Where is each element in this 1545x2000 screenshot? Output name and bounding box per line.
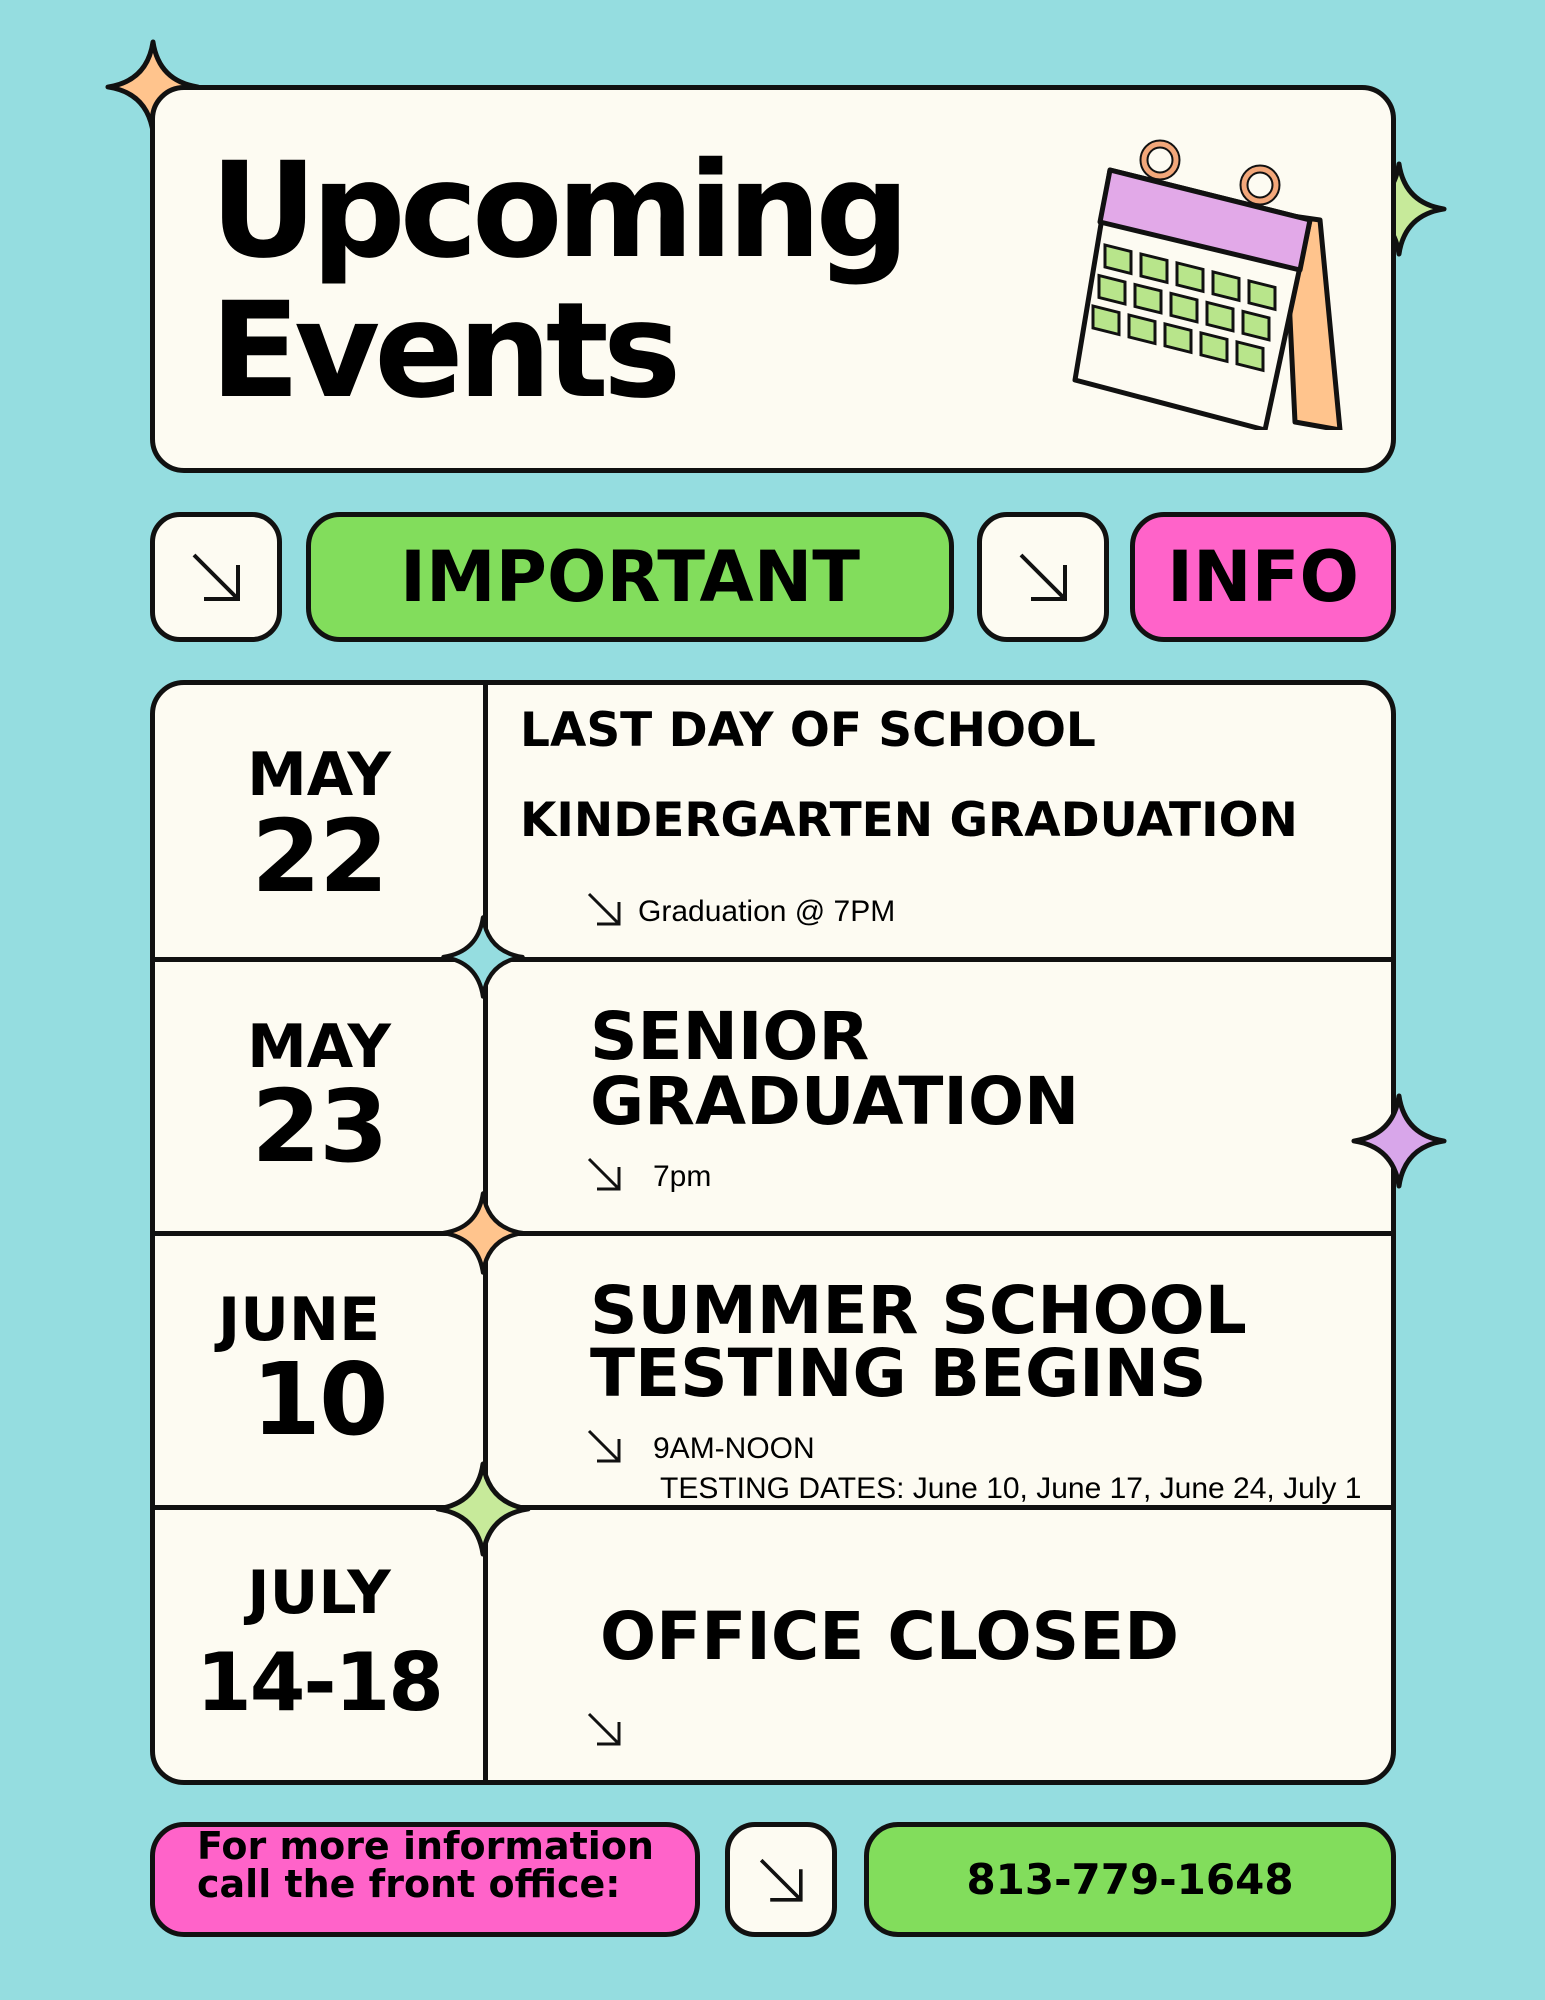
event-detail: 7pm — [653, 1160, 712, 1193]
important-tag — [306, 512, 954, 642]
event-month: JUNE — [217, 1285, 381, 1355]
event-title: SUMMER SCHOOL — [590, 1272, 1247, 1349]
event-day: 14-18 — [196, 1636, 442, 1729]
arrow-badge — [725, 1822, 837, 1937]
title-line-1: Upcoming — [210, 134, 904, 288]
calendar-icon — [1065, 130, 1365, 430]
blue-sparkle-icon — [440, 914, 526, 1000]
event-month: MAY — [247, 1012, 391, 1082]
title-line-2: Events — [210, 274, 676, 428]
arrow-down-right-icon — [585, 1710, 625, 1750]
event-day: 22 — [251, 798, 387, 915]
heading-card — [150, 85, 1396, 473]
contact-info-box — [150, 1822, 700, 1937]
green-sparkle-icon — [434, 1460, 532, 1558]
orange-sparkle-icon — [440, 1190, 526, 1276]
phone-number-box[interactable] — [864, 1822, 1396, 1937]
event-title: TESTING BEGINS — [590, 1335, 1207, 1412]
event-month: MAY — [247, 740, 391, 810]
arrow-down-right-icon — [585, 1155, 625, 1195]
event-detail-dates: TESTING DATES: June 10, June 17, June 24, July 1 — [660, 1472, 1362, 1505]
arrow-down-right-icon — [186, 547, 246, 607]
info-label: INFO — [1167, 536, 1359, 618]
arrow-badge — [150, 512, 282, 642]
event-detail: 9AM-NOON — [653, 1432, 815, 1465]
important-label: IMPORTANT — [399, 536, 861, 618]
event-month: JULY — [247, 1558, 391, 1628]
arrow-down-right-icon — [754, 1853, 808, 1907]
arrow-down-right-icon — [1013, 547, 1073, 607]
arrow-badge — [977, 512, 1109, 642]
events-table — [150, 680, 1396, 1785]
row-divider — [155, 1505, 1391, 1510]
phone-number[interactable]: 813-779-1648 — [966, 1855, 1294, 1904]
row-divider — [155, 1231, 1391, 1236]
row-divider — [155, 957, 1391, 962]
purple-sparkle-icon — [1350, 1092, 1448, 1190]
arrow-down-right-icon — [585, 890, 625, 930]
info-tag — [1130, 512, 1396, 642]
contact-info-line-1: For more information — [197, 1824, 654, 1868]
event-detail: Graduation @ 7PM — [638, 895, 896, 928]
contact-info-line-2: call the front office: — [197, 1862, 621, 1906]
event-title: KINDERGARTEN GRADUATION — [520, 793, 1298, 848]
event-day: 23 — [251, 1068, 387, 1185]
arrow-down-right-icon — [585, 1427, 625, 1467]
event-day: 10 — [251, 1341, 387, 1458]
event-title: LAST DAY OF SCHOOL — [520, 703, 1096, 758]
event-title: OFFICE CLOSED — [600, 1598, 1179, 1675]
event-title: SENIOR — [590, 998, 870, 1075]
event-title: GRADUATION — [590, 1063, 1080, 1140]
